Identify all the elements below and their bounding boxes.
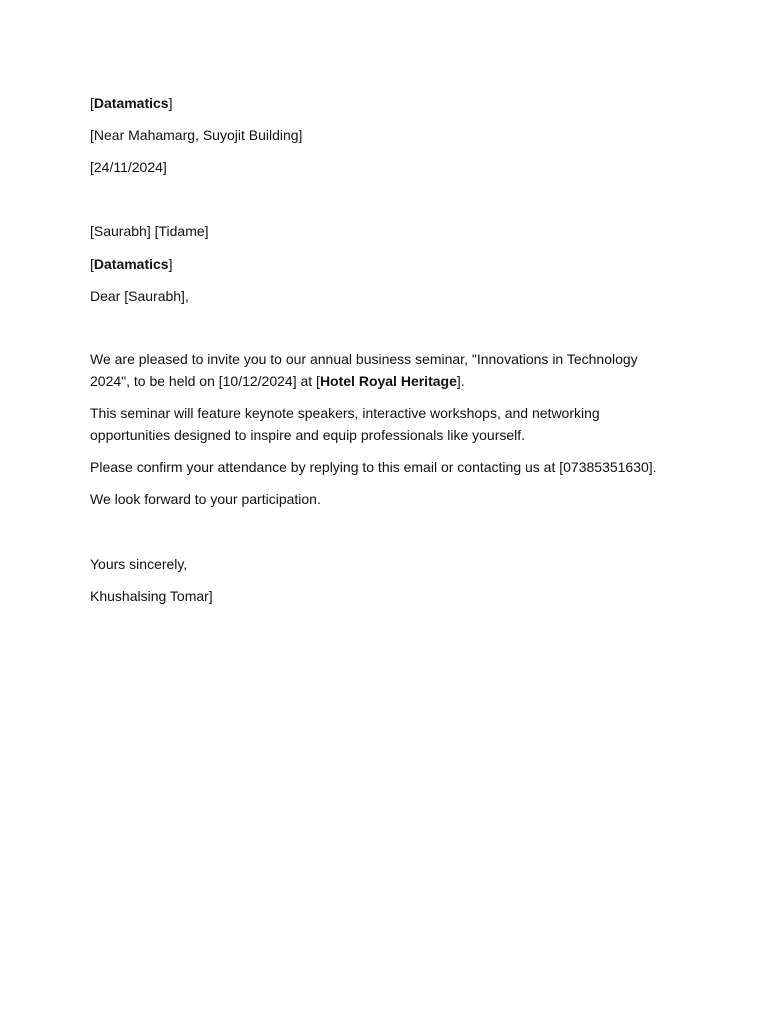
body-paragraph-1 (90, 348, 670, 392)
sender-address: [Near Mahamarg, Suyojit Building] (90, 127, 303, 143)
salutation: Dear [Saurabh], (90, 288, 189, 304)
signature: Khushalsing Tomar] (90, 588, 213, 604)
recipient-company-name: Datamatics (93, 256, 169, 272)
closing: Yours sincerely, (90, 556, 188, 572)
body-paragraph-1-end: ]. (456, 373, 465, 389)
body-paragraph-1-text: We are pleased to invite you to our annual business seminar, "Innovations in Technology 2024", to be held on [10/12/2024] at [ (90, 351, 638, 389)
recipient-company: [Datamatics] (90, 256, 173, 272)
letter (90, 93, 670, 606)
sender-company-name: Datamatics (93, 95, 169, 111)
venue-name: Hotel Royal Heritage (319, 373, 457, 389)
letter-date: [24/11/2024] (90, 159, 167, 175)
body-paragraph-4: We look forward to your participation. (90, 491, 321, 507)
sender-company: [Datamatics] (90, 95, 173, 111)
body-paragraph-2: This seminar will feature keynote speakers, interactive workshops, and networking opportunities designed to inspire and equip professionals like yourself. (90, 405, 600, 443)
body-paragraph-3: Please confirm your attendance by replying to this email or contacting us at [07385351630]. (90, 459, 657, 475)
recipient-name: [Saurabh] [Tidame] (90, 223, 209, 239)
